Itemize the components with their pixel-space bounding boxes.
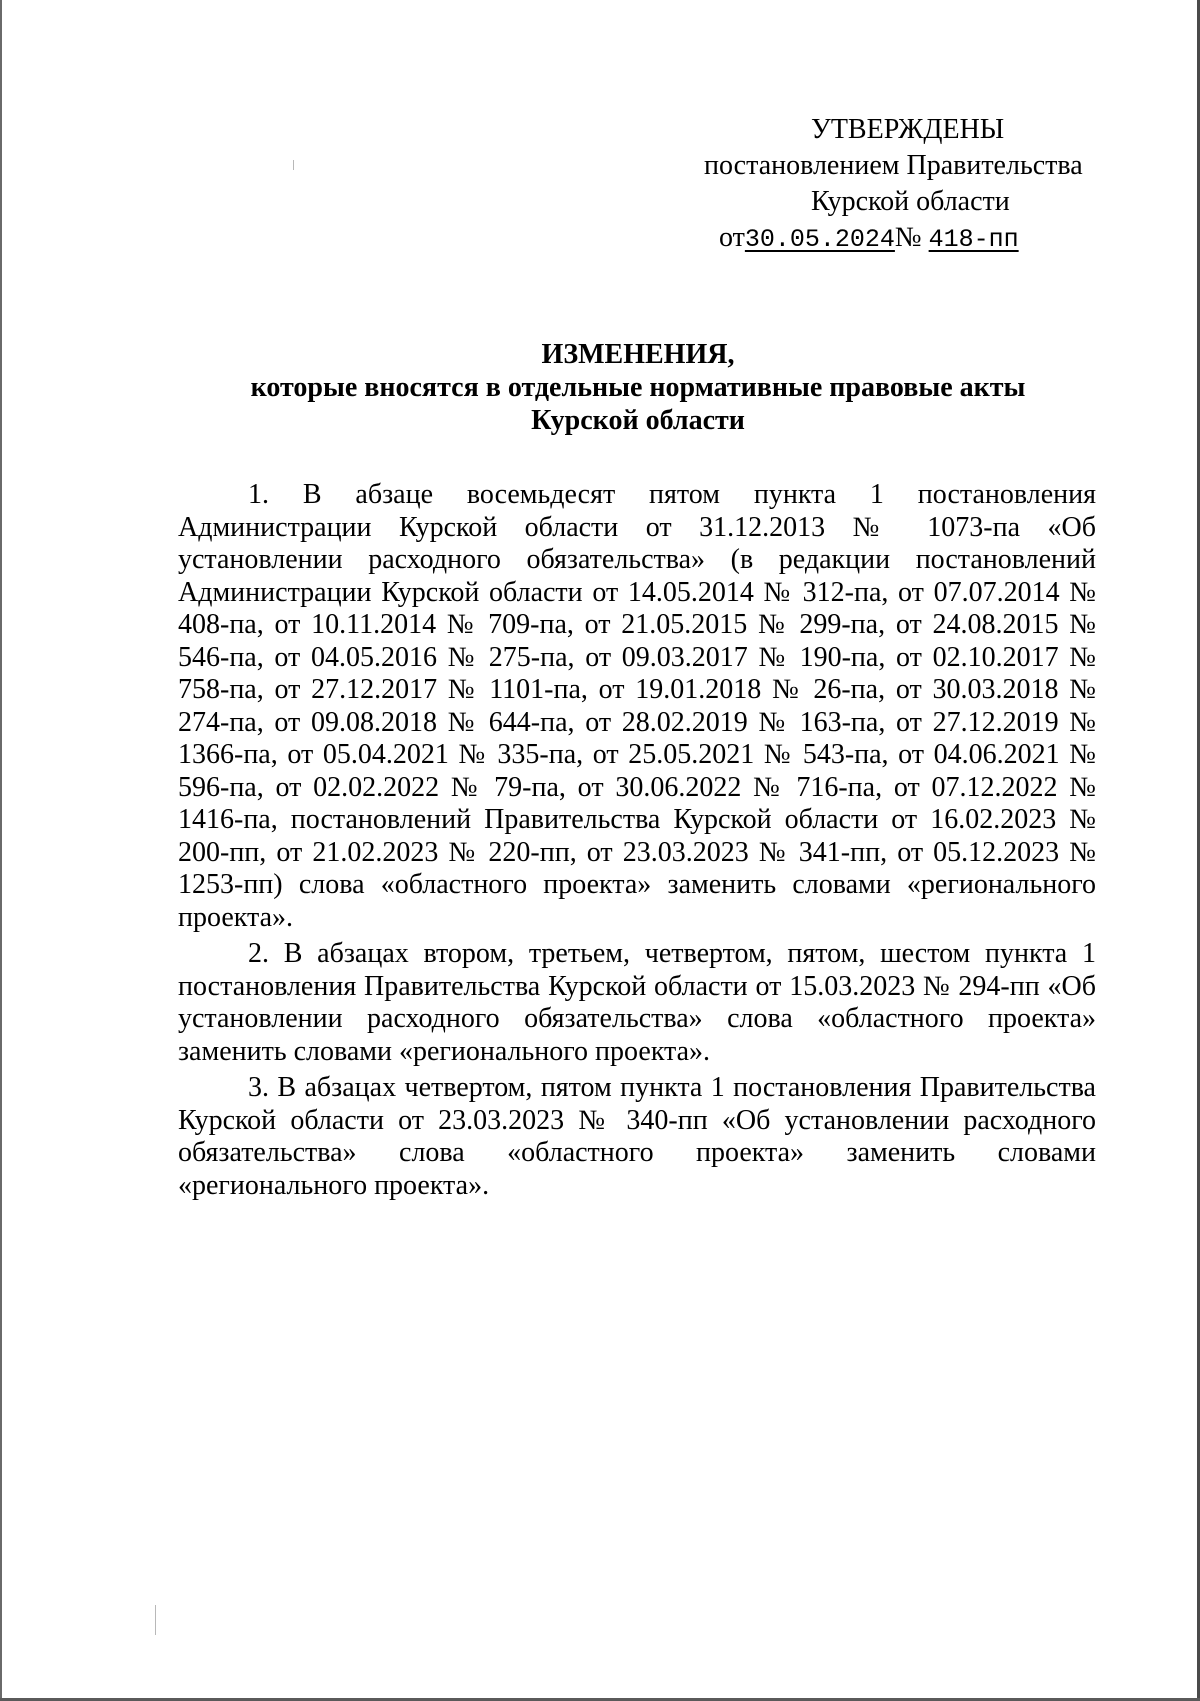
paragraph-1: 1. В абзаце восемьдесят пятом пункта 1 постановления Администрации Курской области от 31.12.2013 № 1073-па «Об установлении расходного обязательства» (в редакции постановлений Администрации Курской области от 14.05.2014 № 312-па, от 07.07.2014 № 408-па, от 10.11.2014 № 709-па, от 21.05.2015 № 299-па, от 24.08.2015 № 546-па, от 04.05.2016 № 275-па, от 09.03.2017 № 190-па, от 02.10.2017 № 758-па, от 27.12.2017 № 1101-па, от 19.01.2018 № 26-па, от 30.03.2018 № 274-па, от 09.08.2018 № 644-па, от 28.02.2019 № 163-па, от 27.12.2019 № 1366-па, от 05.04.2021 № 335-па, от 25.05.2021 № 543-па, от 04.06.2021 № 596-па, от 02.02.2022 № 79-па, от 30.06.2022 № 716-па, от 07.12.2022 № 1416-па, постановлений Правительства Курской области от 16.02.2023 № 200-пп, от 21.02.2023 № 220-пп, от 23.03.2023 № 341-пп, от 05.12.2023 № 1253-пп) слова «областного проекта» заменить словами «регионального проекта». bbox=[178, 479, 1096, 933]
paragraph-2: 2. В абзацах втором, третьем, четвертом, пятом, шестом пункта 1 постановления Правительства Курской области от 15.03.2023 № 294-пп «Об установлении расходного обязательства» слова «областного проекта» заменить словами «регионального проекта». bbox=[178, 938, 1096, 1067]
approval-issuer: постановлением Правительства bbox=[704, 150, 1083, 181]
document-body bbox=[178, 479, 1096, 1206]
scan-left-edge bbox=[0, 0, 2, 1701]
document-heading bbox=[178, 338, 1098, 437]
scan-speck bbox=[155, 1605, 156, 1635]
approval-region: Курской области bbox=[811, 186, 1010, 217]
number-sign: № bbox=[894, 222, 929, 253]
approval-title: УТВЕРЖДЕНЫ bbox=[811, 114, 1005, 145]
document-subtitle-line2: Курской области bbox=[531, 405, 745, 436]
date-prefix: от bbox=[719, 222, 745, 253]
approval-stamp bbox=[700, 112, 1100, 258]
approval-date-number bbox=[700, 220, 1100, 258]
approval-number: 418-пп bbox=[928, 225, 1019, 254]
document-title: ИЗМЕНЕНИЯ, bbox=[541, 339, 735, 370]
document-subtitle-line1: которые вносятся в отдельные нормативные правовые акты bbox=[250, 372, 1026, 403]
scan-speck bbox=[293, 160, 294, 170]
approval-date: 30.05.2024 bbox=[744, 225, 895, 254]
paragraph-3: 3. В абзацах четвертом, пятом пункта 1 постановления Правительства Курской области от 23.03.2023 № 340-пп «Об установлении расходного обязательства» слова «областного проекта» заменить словами «регионального проекта». bbox=[178, 1072, 1096, 1201]
